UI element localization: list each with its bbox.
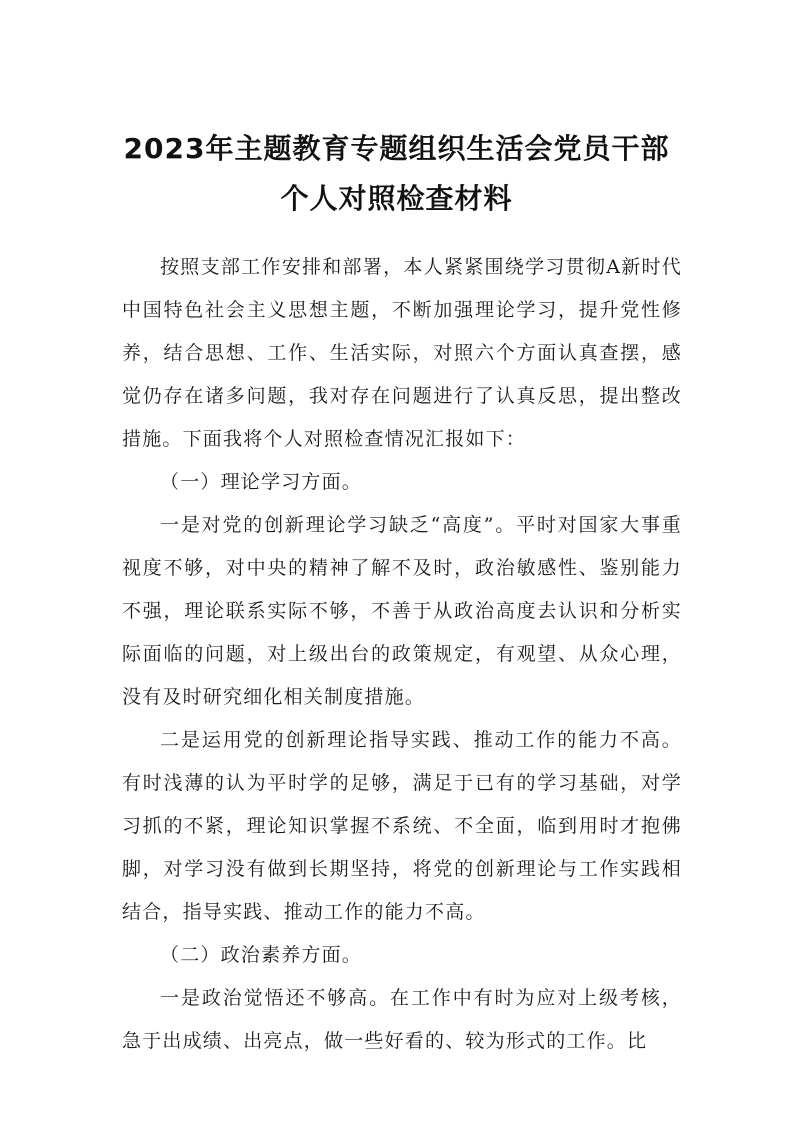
theory-point-1-paragraph: 一是对党的创新理论学习缺乏“高度”。平时对国家大事重视度不够，对中央的精神了解不及时，政治敏感性、鉴别能力不强，理论联系实际不够，不善于从政治高度去认识和分析实际面临的问题，对上级出台的政策规定，有观望、从众心理，没有及时研究细化相关制度措施。 bbox=[122, 514, 682, 708]
section-heading-political: （二）政治素养方面。 bbox=[160, 944, 363, 966]
document-title-line-1: 2023年主题教育专题组织生活会党员干部 bbox=[123, 132, 670, 165]
document-body bbox=[122, 246, 682, 1063]
section-heading-theory: （一）理论学习方面。 bbox=[160, 471, 363, 493]
intro-paragraph: 按照支部工作安排和部署，本人紧紧围绕学习贯彻A新时代中国特色社会主义思想主题，不断加强理论学习，提升党性修养，结合思想、工作、生活实际，对照六个方面认真查摆，感觉仍存在诸多问题，我对存在问题进行了认真反思，提出整改措施。下面我将个人对照检查情况汇报如下： bbox=[122, 256, 682, 450]
document-title-line-2: 个人对照检查材料 bbox=[280, 182, 513, 215]
political-point-1-paragraph: 一是政治觉悟还不够高。在工作中有时为应对上级考核，急于出成绩、出亮点，做一些好看的、较为形式的工作。比 bbox=[122, 987, 682, 1052]
theory-point-2-paragraph: 二是运用党的创新理论指导实践、推动工作的能力不高。有时浅薄的认为平时学的足够，满足于已有的学习基础，对学习抓的不紧，理论知识掌握不系统、不全面，临到用时才抱佛脚，对学习没有做到长期坚持，将党的创新理论与工作实践相结合，指导实践、推动工作的能力不高。 bbox=[122, 729, 682, 923]
